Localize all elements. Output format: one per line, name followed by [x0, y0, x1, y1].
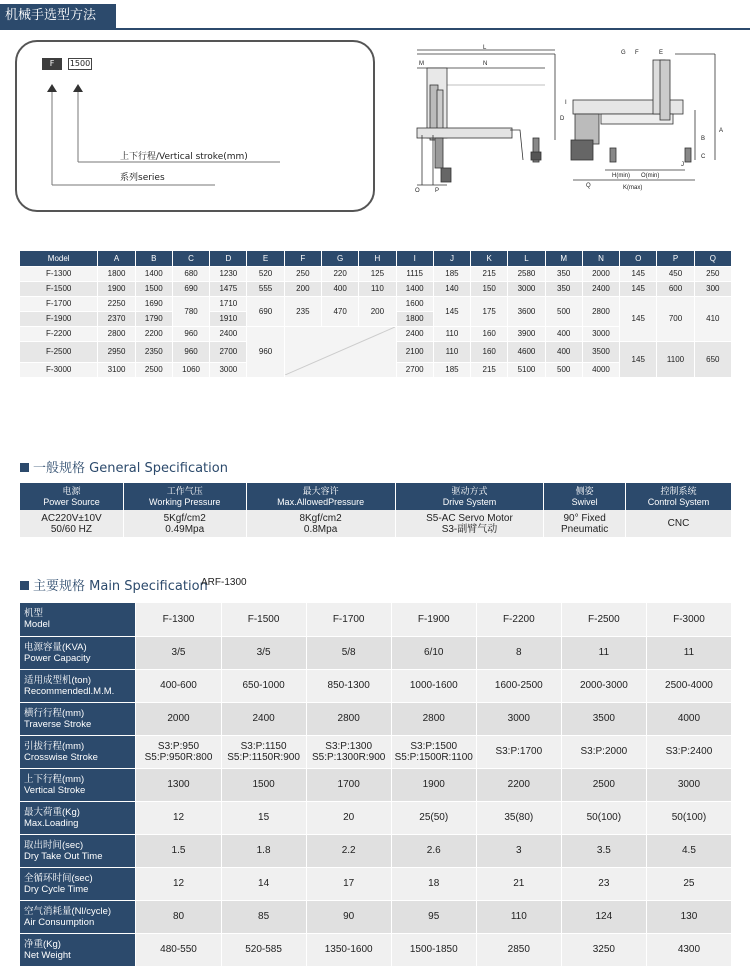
cell: 2500: [135, 362, 172, 377]
spec-cell: 8: [476, 636, 561, 669]
spec-cell: F-3000: [646, 603, 731, 636]
spec-row-label: 适用成型机(ton) Recommendedl.M.M.: [20, 669, 136, 702]
spec-cell: 1900: [391, 768, 476, 801]
cell: 145: [620, 266, 657, 281]
th-e: E: [247, 251, 284, 266]
cell: 350: [545, 281, 582, 296]
spec-row-label: 引拔行程(mm) Crosswise Stroke: [20, 735, 136, 768]
spec-cell: 400-600: [136, 669, 221, 702]
dimension-table: [20, 251, 732, 378]
spec-cell: 21: [476, 867, 561, 900]
stroke-label: 上下行程/Vertical stroke(mm): [120, 152, 248, 162]
cell: 3000: [508, 281, 545, 296]
cell: 2100: [396, 341, 433, 362]
dim-label-a: A: [719, 128, 724, 134]
spec-cell: 3000: [646, 768, 731, 801]
spec-cell: 15: [221, 801, 306, 834]
cell: 700: [657, 296, 694, 341]
cell: 1100: [657, 341, 694, 377]
th-q: Q: [694, 251, 731, 266]
cell: 185: [433, 266, 470, 281]
cell: 3900: [508, 326, 545, 341]
spec-cell: 110: [476, 900, 561, 933]
dim-label-j: J: [681, 162, 684, 168]
spec-cell: F-1700: [306, 603, 391, 636]
spec-cell: 12: [136, 867, 221, 900]
spec-row: [20, 603, 732, 636]
code-arrows: [15, 40, 375, 212]
spec-cell: 850-1300: [306, 669, 391, 702]
cell: 185: [433, 362, 470, 377]
bullet-square-icon: [20, 581, 29, 590]
th-i: I: [396, 251, 433, 266]
cell: 4600: [508, 341, 545, 362]
cell: 140: [433, 281, 470, 296]
cell: 2580: [508, 266, 545, 281]
spec-row: [20, 735, 732, 768]
main-spec-overlay: ARF-1300: [201, 577, 247, 588]
cell: 200: [359, 296, 396, 326]
spec-row: [20, 900, 732, 933]
th-k: K: [471, 251, 508, 266]
cell: 1600: [396, 296, 433, 311]
spec-cell: 2500-4000: [646, 669, 731, 702]
cell: 690: [172, 281, 209, 296]
cell: 300: [694, 281, 731, 296]
spec-cell: F-2500: [561, 603, 646, 636]
cell: F-2500: [20, 341, 98, 362]
spec-cell: 11: [561, 636, 646, 669]
gen-col-header: 电源 Power Source: [20, 483, 123, 510]
th-m: M: [545, 251, 582, 266]
table-row: [20, 281, 732, 296]
cell: 960: [172, 326, 209, 341]
spec-cell: 1500: [221, 768, 306, 801]
cell: 450: [657, 266, 694, 281]
robot-dimension-drawing: [405, 40, 745, 200]
spec-cell: 4300: [646, 933, 731, 966]
gen-col-header: 最大容许 Max.AllowedPressure: [246, 483, 395, 510]
series-code: F: [42, 58, 62, 70]
spec-cell: 1.5: [136, 834, 221, 867]
cell: F-1300: [20, 266, 98, 281]
dim-label-h: H(min): [612, 173, 630, 179]
dim-header-row: [20, 251, 732, 266]
spec-cell: 124: [561, 900, 646, 933]
cell: 1230: [210, 266, 247, 281]
spec-row: [20, 702, 732, 735]
spec-cell: 20: [306, 801, 391, 834]
cell: F-2200: [20, 326, 98, 341]
cell: 690: [247, 296, 284, 326]
cell: 3000: [210, 362, 247, 377]
spec-cell: S3:P:2400: [646, 735, 731, 768]
cell: 2800: [98, 326, 135, 341]
cell: 3500: [582, 341, 619, 362]
cell: 2200: [135, 326, 172, 341]
spec-cell: 3250: [561, 933, 646, 966]
cell: 410: [694, 296, 731, 341]
spec-cell: S3:P:1700: [476, 735, 561, 768]
section-header: 机械手选型方法: [0, 4, 116, 28]
spec-row-label: 全循环时间(sec) Dry Cycle Time: [20, 867, 136, 900]
cell: 250: [284, 266, 321, 281]
dim-label-n: N: [483, 61, 488, 67]
spec-cell: 520-585: [221, 933, 306, 966]
bullet-square-icon: [20, 463, 29, 472]
gen-col-header: 侧姿 Swivel: [544, 483, 626, 510]
cell: 1900: [98, 281, 135, 296]
cell: 1060: [172, 362, 209, 377]
spec-cell: 2800: [391, 702, 476, 735]
cell: 2370: [98, 311, 135, 326]
spec-row: [20, 834, 732, 867]
cell: 960: [247, 326, 284, 377]
spec-cell: 3000: [476, 702, 561, 735]
cell: F-1900: [20, 311, 98, 326]
spec-cell: 2200: [476, 768, 561, 801]
cell: 2950: [98, 341, 135, 362]
dim-label-d: D: [560, 116, 565, 122]
cell: 400: [322, 281, 359, 296]
cell: 600: [657, 281, 694, 296]
spec-cell: 85: [221, 900, 306, 933]
cell: 1910: [210, 311, 247, 326]
dim-label-p: P: [435, 188, 440, 194]
stroke-code: 1500: [69, 59, 91, 68]
spec-cell: 2000-3000: [561, 669, 646, 702]
general-spec-title: [20, 457, 228, 476]
cell: 150: [471, 281, 508, 296]
cell: 1790: [135, 311, 172, 326]
cell: 1400: [396, 281, 433, 296]
spec-cell: 1700: [306, 768, 391, 801]
cell: 250: [694, 266, 731, 281]
spec-cell: 1350-1600: [306, 933, 391, 966]
spec-cell: F-1900: [391, 603, 476, 636]
main-spec-title: [20, 575, 208, 594]
spec-row-label: 最大荷重(Kg) Max.Loading: [20, 801, 136, 834]
main-spec-table: [20, 603, 732, 967]
gen-cell: 5Kgf/cm2 0.49Mpa: [123, 510, 246, 537]
th-b: B: [135, 251, 172, 266]
spec-cell: 1600-2500: [476, 669, 561, 702]
th-g: G: [322, 251, 359, 266]
spec-row: [20, 867, 732, 900]
gen-cell: 8Kgf/cm2 0.8Mpa: [246, 510, 395, 537]
cell: 2400: [396, 326, 433, 341]
th-p: P: [657, 251, 694, 266]
spec-cell: 3/5: [221, 636, 306, 669]
th-o: O: [620, 251, 657, 266]
cell: 2000: [582, 266, 619, 281]
cell: 555: [247, 281, 284, 296]
cell: 215: [471, 362, 508, 377]
spec-cell: 18: [391, 867, 476, 900]
general-header-row: [20, 483, 732, 510]
th-h: H: [359, 251, 396, 266]
spec-cell: F-1300: [136, 603, 221, 636]
cell: 500: [545, 362, 582, 377]
cell: 2400: [582, 281, 619, 296]
dim-label-f: F: [635, 50, 639, 56]
dim-label-e: E: [659, 50, 664, 56]
th-d: D: [210, 251, 247, 266]
cell: 1800: [98, 266, 135, 281]
th-f: F: [284, 251, 321, 266]
dim-label-o: O: [415, 188, 420, 194]
cell: 1400: [135, 266, 172, 281]
cell: 500: [545, 296, 582, 326]
spec-cell: S3:P:1500 S5:P:1500R:1100: [391, 735, 476, 768]
series-label: 系列series: [120, 173, 165, 183]
spec-row-label: 机型 Model: [20, 603, 136, 636]
cell: 160: [471, 326, 508, 341]
spec-cell: 4000: [646, 702, 731, 735]
cell: 400: [545, 326, 582, 341]
gen-cell: AC220V±10V 50/60 HZ: [20, 510, 123, 537]
spec-cell: F-2200: [476, 603, 561, 636]
spec-cell: 80: [136, 900, 221, 933]
dim-label-m: M: [419, 61, 424, 67]
cell: 220: [322, 266, 359, 281]
cell: 110: [433, 326, 470, 341]
th-l: L: [508, 251, 545, 266]
spec-cell: 1000-1600: [391, 669, 476, 702]
cell: 175: [471, 296, 508, 326]
cell: F-3000: [20, 362, 98, 377]
general-value-row: [20, 510, 732, 537]
general-spec-title-text: 一般规格 General Specification: [33, 461, 228, 476]
spec-cell: 2800: [306, 702, 391, 735]
spec-cell: 1300: [136, 768, 221, 801]
cell: 2700: [210, 341, 247, 362]
dim-label-omin: O(min): [641, 173, 660, 179]
spec-cell: 1500-1850: [391, 933, 476, 966]
spec-row: [20, 636, 732, 669]
spec-cell: 12: [136, 801, 221, 834]
spec-row-label: 电源容量(KVA) Power Capacity: [20, 636, 136, 669]
dim-label-b: B: [701, 136, 706, 142]
spec-cell: 2850: [476, 933, 561, 966]
diagonal-strike: [285, 327, 395, 375]
spec-cell: 1.8: [221, 834, 306, 867]
cell: 2350: [135, 341, 172, 362]
cell: 1115: [396, 266, 433, 281]
gen-col-header: 控制系统 Control System: [626, 483, 732, 510]
spec-cell: 3500: [561, 702, 646, 735]
spec-cell: 5/8: [306, 636, 391, 669]
spec-cell: 95: [391, 900, 476, 933]
gen-cell: S5-AC Servo Motor S3-副臂气动: [395, 510, 544, 537]
spec-cell: 11: [646, 636, 731, 669]
spec-row-label: 横行行程(mm) Traverse Stroke: [20, 702, 136, 735]
main-spec-body: [20, 603, 732, 966]
spec-cell: S3:P:1300 S5:P:1300R:900: [306, 735, 391, 768]
spec-cell: 17: [306, 867, 391, 900]
spec-cell: F-1500: [221, 603, 306, 636]
cell: F-1500: [20, 281, 98, 296]
cell: 680: [172, 266, 209, 281]
cell: 1500: [135, 281, 172, 296]
dim-label-q: Q: [586, 183, 591, 189]
spec-cell: 50(100): [646, 801, 731, 834]
spec-cell: 650-1000: [221, 669, 306, 702]
cell: 110: [359, 281, 396, 296]
spec-row-label: 净重(Kg) Net Weight: [20, 933, 136, 966]
header-rule: [0, 28, 750, 30]
spec-cell: 14: [221, 867, 306, 900]
cell: 110: [433, 341, 470, 362]
cell: 1690: [135, 296, 172, 311]
cell: 200: [284, 281, 321, 296]
spec-cell: 90: [306, 900, 391, 933]
cell: 2400: [210, 326, 247, 341]
cell: 520: [247, 266, 284, 281]
cell: 2250: [98, 296, 135, 311]
spec-cell: 2500: [561, 768, 646, 801]
cell: 145: [620, 341, 657, 377]
spec-cell: S3:P:950 S5:P:950R:800: [136, 735, 221, 768]
spec-cell: 130: [646, 900, 731, 933]
cell: 145: [620, 281, 657, 296]
table-row: [20, 296, 732, 311]
th-n: N: [582, 251, 619, 266]
spec-row-label: 取出时间(sec) Dry Take Out Time: [20, 834, 136, 867]
spec-row: [20, 801, 732, 834]
spec-cell: 3/5: [136, 636, 221, 669]
cell: 470: [322, 296, 359, 326]
cell: 350: [545, 266, 582, 281]
gen-col-header: 驱动方式 Drive System: [395, 483, 544, 510]
spec-row: [20, 933, 732, 966]
blank-cell: [284, 326, 396, 377]
cell: 1800: [396, 311, 433, 326]
spec-row: [20, 768, 732, 801]
spec-cell: 3.5: [561, 834, 646, 867]
cell: 650: [694, 341, 731, 377]
cell: 3600: [508, 296, 545, 326]
cell: 215: [471, 266, 508, 281]
general-spec-table: [20, 483, 732, 537]
spec-cell: 35(80): [476, 801, 561, 834]
spec-cell: 23: [561, 867, 646, 900]
spec-cell: 25(50): [391, 801, 476, 834]
spec-cell: S3:P:2000: [561, 735, 646, 768]
cell: 145: [620, 296, 657, 341]
spec-cell: 2000: [136, 702, 221, 735]
cell: 1475: [210, 281, 247, 296]
cell: 235: [284, 296, 321, 326]
gen-col-header: 工作气压 Working Pressure: [123, 483, 246, 510]
cell: 4000: [582, 362, 619, 377]
spec-row-label: 空气消耗量(Nl/cycle) Air Consumption: [20, 900, 136, 933]
cell: 3000: [582, 326, 619, 341]
spec-cell: 50(100): [561, 801, 646, 834]
cell: F-1700: [20, 296, 98, 311]
dim-label-l: L: [483, 45, 487, 51]
dim-label-k: K(max): [623, 185, 643, 191]
spec-cell: 2.2: [306, 834, 391, 867]
cell: 5100: [508, 362, 545, 377]
spec-cell: 3: [476, 834, 561, 867]
gen-cell: CNC: [626, 510, 732, 537]
cell: 2800: [582, 296, 619, 326]
cell: 2700: [396, 362, 433, 377]
cell: 3100: [98, 362, 135, 377]
th-model: Model: [20, 251, 98, 266]
cell: 125: [359, 266, 396, 281]
cell: 145: [433, 296, 470, 326]
table-row: [20, 266, 732, 281]
spec-cell: 2400: [221, 702, 306, 735]
dim-label-c: C: [701, 154, 706, 160]
spec-cell: 2.6: [391, 834, 476, 867]
main-spec-title-text: 主要规格 Main Specification: [33, 579, 208, 594]
spec-row-label: 上下行程(mm) Vertical Stroke: [20, 768, 136, 801]
gen-cell: 90° Fixed Pneumatic: [544, 510, 626, 537]
th-a: A: [98, 251, 135, 266]
cell: 160: [471, 341, 508, 362]
spec-cell: S3:P:1150 S5:P:1150R:900: [221, 735, 306, 768]
cell: 780: [172, 296, 209, 326]
cell: 960: [172, 341, 209, 362]
dim-label-i: I: [565, 100, 567, 106]
cell: 1710: [210, 296, 247, 311]
th-c: C: [172, 251, 209, 266]
dim-label-g: G: [621, 50, 626, 56]
th-j: J: [433, 251, 470, 266]
spec-cell: 6/10: [391, 636, 476, 669]
spec-cell: 25: [646, 867, 731, 900]
spec-cell: 4.5: [646, 834, 731, 867]
cell: 400: [545, 341, 582, 362]
spec-row: [20, 669, 732, 702]
spec-cell: 480-550: [136, 933, 221, 966]
